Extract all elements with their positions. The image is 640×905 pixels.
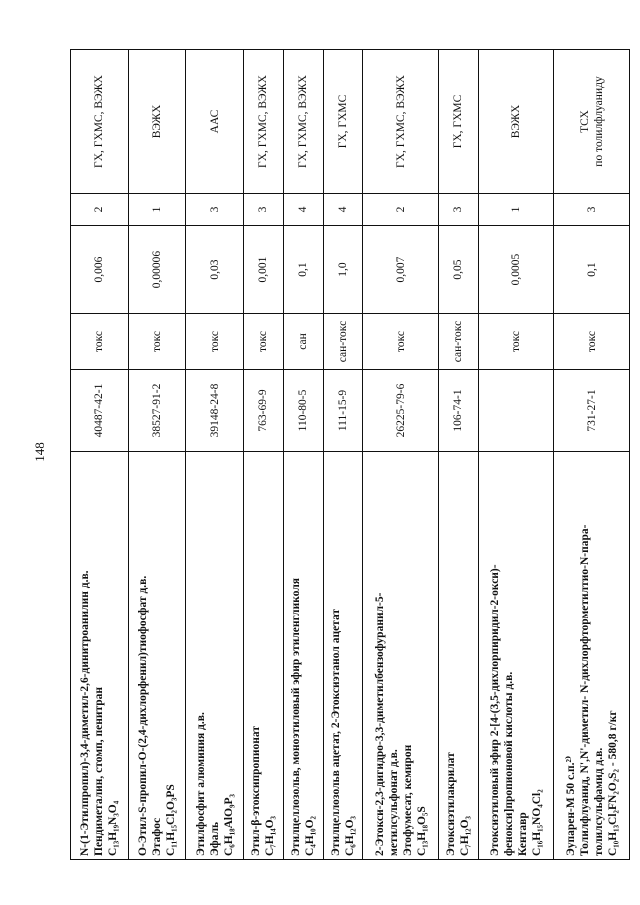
substance-name-line: Эфаль bbox=[208, 821, 221, 856]
chemical-formula: C₆H₁₂O₃ bbox=[343, 816, 356, 856]
cas-number-cell: 38527-91-2 bbox=[128, 370, 186, 452]
cas-number-cell bbox=[478, 370, 554, 452]
analysis-method-cell bbox=[363, 50, 439, 194]
table-row bbox=[438, 50, 478, 860]
substance-name-cell bbox=[478, 452, 554, 860]
table-row bbox=[323, 50, 363, 860]
limit-value-cell: 0,1 bbox=[283, 226, 323, 314]
hazard-type-cell: сан bbox=[283, 314, 323, 370]
substance-name-line: Этоксиэтилакрилат bbox=[445, 752, 458, 856]
substance-name-cell bbox=[323, 452, 363, 860]
substance-name-cell bbox=[244, 452, 284, 860]
analysis-method-cell bbox=[71, 50, 129, 194]
chemical-formula: C₁₆H₁₅NO₄Cl₂ bbox=[530, 789, 543, 856]
hazard-class-cell: 4 bbox=[323, 194, 363, 226]
substance-name-cell bbox=[438, 452, 478, 860]
cas-number-cell: 106-74-1 bbox=[438, 370, 478, 452]
substance-name-line: Пендиметалин, стомп, пенитран bbox=[93, 686, 106, 856]
analysis-method-cell bbox=[128, 50, 186, 194]
analysis-method-cell bbox=[244, 50, 284, 194]
analysis-method-cell bbox=[323, 50, 363, 194]
substance-table-body bbox=[71, 50, 630, 860]
hazard-type-cell: токс bbox=[554, 314, 630, 370]
analysis-method: ААС bbox=[208, 109, 221, 134]
limit-value-cell: 1,0 bbox=[323, 226, 363, 314]
substance-name-line: N-(1-Этилпропил)-3,4-диметил-2,6-динитроанилин д.в. bbox=[79, 570, 92, 856]
hazard-class-cell: 4 bbox=[283, 194, 323, 226]
analysis-method: ВЭЖХ bbox=[151, 104, 164, 139]
analysis-method: ТСХ bbox=[578, 110, 591, 133]
table-row bbox=[283, 50, 323, 860]
cas-number-cell: 111-15-9 bbox=[323, 370, 363, 452]
chemical-formula: C₆H₁₈AlO₉P₃ bbox=[222, 794, 235, 856]
analysis-method-cell bbox=[438, 50, 478, 194]
rotated-table-wrapper bbox=[70, 50, 630, 860]
substance-name-line: Этилцеллозольв ацетат, 2-Этоксиэтанол ацетат bbox=[329, 608, 342, 856]
chemical-formula: C₄H₁₀O₂ bbox=[304, 816, 317, 856]
cas-number-cell: 731-27-1 bbox=[554, 370, 630, 452]
hazard-type-cell: токс bbox=[363, 314, 439, 370]
table-row bbox=[244, 50, 284, 860]
analysis-method-cell bbox=[478, 50, 554, 194]
cas-number-cell: 26225-79-6 bbox=[363, 370, 439, 452]
substance-name-line: Толилфлуанид, N',N'-диметил- N-дихлорфторметилтио-N-пара- bbox=[578, 524, 591, 856]
analysis-method: ГХ, ГХМС, ВЭЖХ bbox=[257, 75, 270, 168]
substance-name-line: Кентавр bbox=[516, 812, 529, 856]
substance-name-line: 2-Этокси-2,3-дигидро-3,3-диметилбензофуранил-5- bbox=[373, 592, 386, 856]
hazard-class-cell: 3 bbox=[186, 194, 244, 226]
substance-name-line: Эупарен-М 50 с.п.²⁾ bbox=[564, 755, 577, 856]
substance-name-cell bbox=[186, 452, 244, 860]
substance-name-line: метилсульфонат д.в. bbox=[387, 749, 400, 856]
analysis-method: ГХ, ГХМС, ВЭЖХ bbox=[297, 75, 310, 168]
substance-name-cell bbox=[71, 452, 129, 860]
table-row bbox=[128, 50, 186, 860]
limit-value-cell: 0,00006 bbox=[128, 226, 186, 314]
chemical-formula: C₁₁H₁₅Cl₂O₃PS bbox=[165, 784, 178, 856]
hazard-type-cell: токс bbox=[244, 314, 284, 370]
substance-name-cell bbox=[554, 452, 630, 860]
substance-name-line: Этил-β-этоксипропионат bbox=[250, 725, 263, 856]
hazard-class-cell: 1 bbox=[478, 194, 554, 226]
analysis-method-cell bbox=[186, 50, 244, 194]
limit-value-cell: 0,1 bbox=[554, 226, 630, 314]
analysis-method-cell bbox=[283, 50, 323, 194]
hazard-class-cell: 3 bbox=[554, 194, 630, 226]
cas-number-cell: 39148-24-8 bbox=[186, 370, 244, 452]
analysis-method: ВЭЖХ bbox=[509, 104, 522, 139]
limit-value-cell: 0,001 bbox=[244, 226, 284, 314]
analysis-method: ГХ, ГХМС, ВЭЖХ bbox=[93, 75, 106, 168]
chemical-formula: C₁₃H₁₉N₃O₄ bbox=[107, 800, 120, 856]
substance-name-cell bbox=[363, 452, 439, 860]
substance-table bbox=[70, 49, 630, 860]
chemical-formula: C₇H₁₄O₃ bbox=[264, 816, 277, 856]
table-row bbox=[478, 50, 554, 860]
hazard-class-cell: 3 bbox=[244, 194, 284, 226]
table-row bbox=[363, 50, 439, 860]
hazard-class-cell: 2 bbox=[71, 194, 129, 226]
analysis-method: ГХ, ГХМС bbox=[336, 94, 349, 149]
analysis-method-cell bbox=[554, 50, 630, 194]
table-row bbox=[186, 50, 244, 860]
limit-value-cell: 0,006 bbox=[71, 226, 129, 314]
substance-name-line: Этафос bbox=[151, 817, 164, 856]
hazard-type-cell: токс bbox=[71, 314, 129, 370]
substance-name-line: Этилцеллозольв, моноэтиловый эфир этиленгликоля bbox=[290, 578, 303, 856]
hazard-type-cell: токс bbox=[128, 314, 186, 370]
cas-number-cell: 40487-42-1 bbox=[71, 370, 129, 452]
cas-number-cell: 110-80-5 bbox=[283, 370, 323, 452]
table-row bbox=[554, 50, 630, 860]
hazard-type-cell: сан-токс bbox=[438, 314, 478, 370]
substance-name-line: толилсульфамид д.в. bbox=[592, 747, 605, 856]
limit-value-cell: 0,03 bbox=[186, 226, 244, 314]
page-number: 148 bbox=[32, 442, 47, 462]
chemical-formula: C₇H₁₂O₃ bbox=[459, 816, 472, 856]
hazard-type-cell: токс bbox=[186, 314, 244, 370]
analysis-method-note: по толилфлуаниду bbox=[592, 76, 605, 167]
substance-name-line: Этофумесат, кемирон bbox=[401, 744, 414, 856]
chemical-formula: C₁₃H₁₈O₅S bbox=[415, 806, 428, 856]
limit-value-cell: 0,0005 bbox=[478, 226, 554, 314]
hazard-type-cell: токс bbox=[478, 314, 554, 370]
substance-name-line: C₁₀H₁₃Cl₂FN₂O₂S₂ - 580,8 г/кг bbox=[606, 710, 619, 856]
substance-name-line: фенокси]пропионовой кислоты д.в. bbox=[502, 671, 515, 856]
substance-name-cell bbox=[128, 452, 186, 860]
substance-name-line: О-Этил-S-пропил-О-(2,4-дихлорфенил)тиофосфат д.в. bbox=[137, 575, 149, 856]
substance-name-cell bbox=[283, 452, 323, 860]
hazard-class-cell: 2 bbox=[363, 194, 439, 226]
table-row bbox=[71, 50, 129, 860]
hazard-class-cell: 3 bbox=[438, 194, 478, 226]
hazard-type-cell: сан-токс bbox=[323, 314, 363, 370]
hazard-class-cell: 1 bbox=[128, 194, 186, 226]
analysis-method: ГХ, ГХМС bbox=[452, 94, 465, 149]
cas-number-cell: 763-69-9 bbox=[244, 370, 284, 452]
limit-value-cell: 0,05 bbox=[438, 226, 478, 314]
substance-name-line: Этоксиэтиловый эфир 2-[4-(3,5-дихлорпиридил-2-окси)- bbox=[488, 564, 501, 856]
limit-value-cell: 0,007 bbox=[363, 226, 439, 314]
analysis-method: ГХ, ГХМС, ВЭЖХ bbox=[394, 75, 407, 168]
substance-name-line: Этилфосфит алюминия д.в. bbox=[194, 712, 207, 856]
